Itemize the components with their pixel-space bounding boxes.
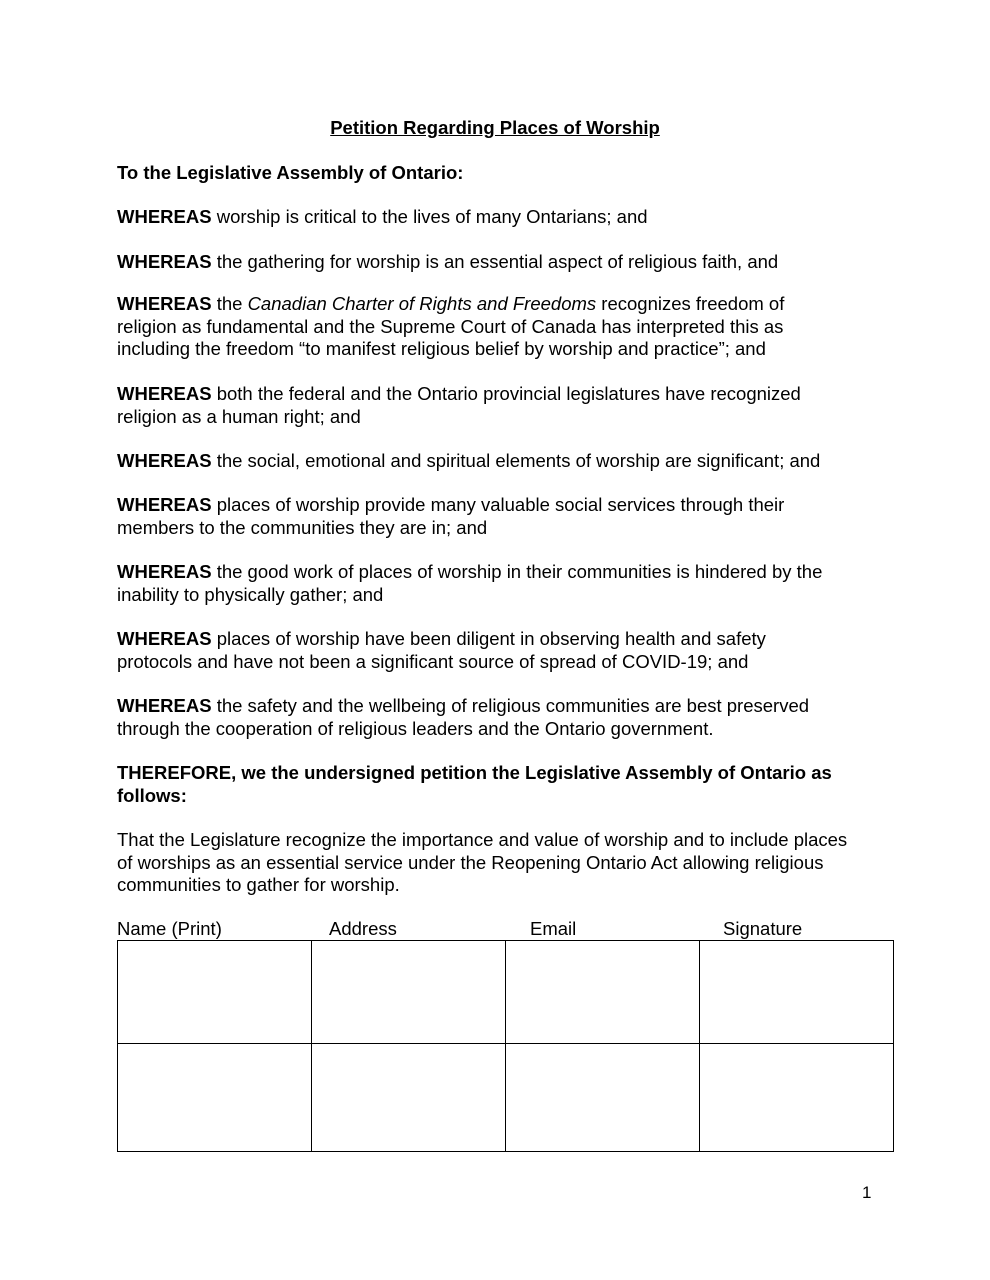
signature-cell[interactable]	[700, 941, 894, 1044]
clause-text: both the federal and the Ontario provincial legislatures have recognized religion as a human right; and	[117, 383, 801, 427]
name-cell[interactable]	[118, 941, 312, 1044]
whereas-keyword: WHEREAS	[117, 251, 212, 272]
table-row	[118, 1044, 894, 1152]
whereas-keyword: WHEREAS	[117, 206, 212, 227]
clause-text: worship is critical to the lives of many Ontarians; and	[211, 206, 648, 227]
whereas-keyword: WHEREAS	[117, 695, 212, 716]
table-row	[118, 941, 894, 1044]
whereas-keyword: WHEREAS	[117, 293, 212, 314]
whereas-keyword: WHEREAS	[117, 628, 212, 649]
header-email: Email	[530, 918, 577, 939]
clause-text: recognizes freedom of religion as fundamental and the Supreme Court of Canada has interpreted this as including the freedom “to manifest religious belief by worship and practice”; and	[117, 293, 785, 359]
clause-text: the social, emotional and spiritual elements of worship are significant; and	[211, 450, 821, 471]
whereas-keyword: WHEREAS	[117, 561, 212, 582]
whereas-clause-8	[117, 628, 817, 673]
clause-text: the safety and the wellbeing of religious communities are best preserved through the cooperation of religious leaders and the Ontario government.	[117, 695, 810, 739]
clause-text: places of worship have been diligent in observing health and safety protocols and have not been a significant source of spread of COVID-19; and	[117, 628, 766, 672]
clause-text: places of worship provide many valuable social services through their members to the communities they are in; and	[117, 494, 785, 538]
petition-title: Petition Regarding Places of Worship	[330, 117, 660, 138]
whereas-keyword: WHEREAS	[117, 494, 212, 515]
header-address: Address	[329, 918, 397, 939]
petition-request: That the Legislature recognize the importance and value of worship and to include places of worships as an essential service under the Reopening Ontario Act allowing religious communities to gather for worship.	[117, 829, 848, 895]
address-cell[interactable]	[312, 941, 506, 1044]
charter-title: Canadian Charter of Rights and Freedoms	[247, 293, 597, 314]
addressee: To the Legislative Assembly of Ontario:	[117, 162, 464, 183]
whereas-clause-5	[117, 450, 877, 473]
header-signature: Signature	[723, 918, 803, 939]
header-name: Name (Print)	[117, 918, 222, 939]
signature-cell[interactable]	[700, 1044, 894, 1152]
whereas-keyword: WHEREAS	[117, 450, 212, 471]
page-number: 1	[862, 1183, 872, 1202]
signature-table	[117, 940, 894, 1152]
therefore-clause: THEREFORE, we the undersigned petition the Legislative Assembly of Ontario as follows:	[117, 762, 832, 806]
whereas-keyword: WHEREAS	[117, 383, 212, 404]
whereas-clause-9	[117, 695, 857, 740]
whereas-clause-4	[117, 383, 847, 428]
clause-text: the gathering for worship is an essential aspect of religious faith, and	[211, 251, 779, 272]
email-cell[interactable]	[506, 941, 700, 1044]
signature-table-headers	[117, 918, 894, 940]
whereas-clause-6	[117, 494, 837, 539]
whereas-clause-3	[117, 293, 837, 361]
address-cell[interactable]	[312, 1044, 506, 1152]
whereas-clause-7	[117, 561, 877, 606]
name-cell[interactable]	[118, 1044, 312, 1152]
whereas-clause-1	[117, 206, 877, 229]
whereas-clause-2	[117, 251, 877, 274]
clause-text: the good work of places of worship in their communities is hindered by the inability to physically gather; and	[117, 561, 823, 605]
email-cell[interactable]	[506, 1044, 700, 1152]
clause-text: the	[211, 293, 248, 314]
